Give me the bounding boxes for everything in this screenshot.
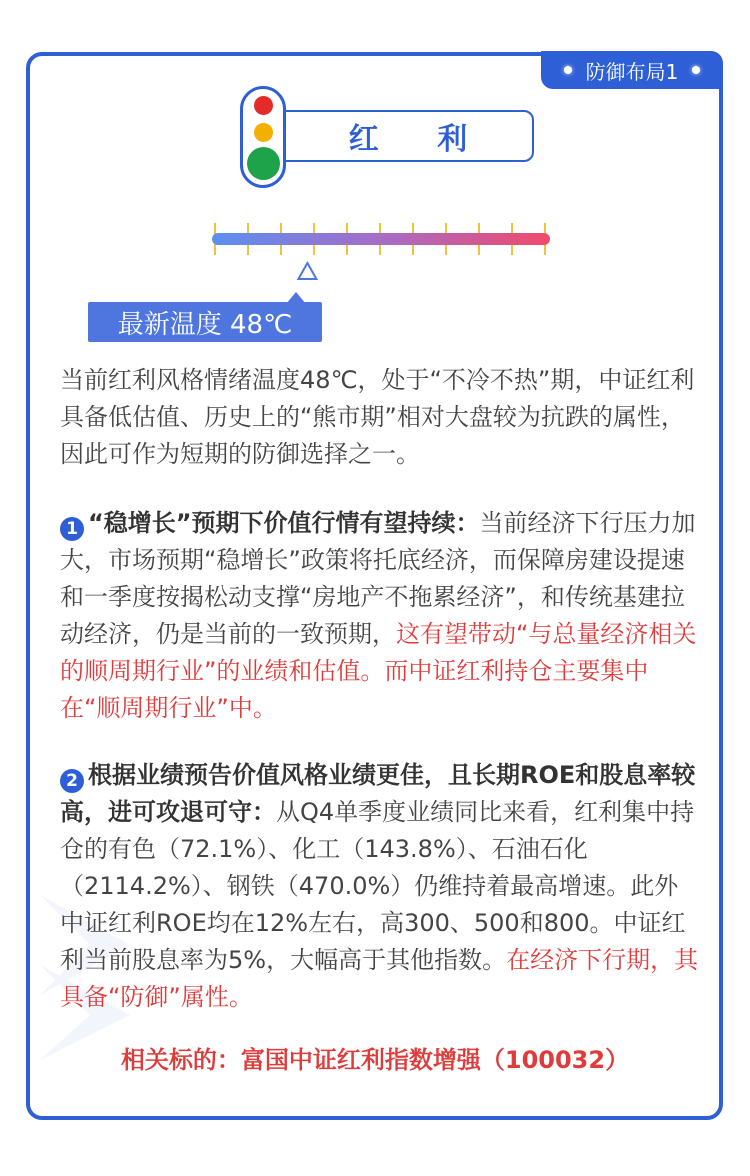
intro-paragraph: 当前红利风格情绪温度48℃，处于“不冷不热”期，中证红利具备低估值、历史上的“熊市期”相对大盘较为抗跌的属性，因此可作为短期的防御选择之一。 [60, 366, 695, 468]
title-box [282, 110, 534, 162]
dot-icon [692, 66, 700, 74]
point-2-body: 从Q4单季度业绩同比来看，红利集中持仓的有色（72.1%）、化工（143.8%）、石油石化（2114.2%）、钢铁（470.0%）仍维持着最高增速。此外中证红利ROE均在12%左右，高300、500和800。中证红利当前股息率为5%，大幅高于其他指数。 [60, 798, 695, 974]
related-fund: 相关标的：富国中证红利指数增强（100032） [120, 1046, 630, 1074]
corner-tag [541, 51, 723, 89]
number-2-icon: 2 [60, 769, 84, 793]
gauge-pointer-icon [298, 263, 316, 279]
point-2-heading: 根据业绩预告价值风格业绩更佳，且长期ROE和股息率较高，进可攻退可守： [60, 761, 696, 826]
point-1-highlight: 这有望带动“与总量经济相关的顺周期行业”的业绩和估值。而中证红利持仓主要集中在“顺周期行业”中。 [60, 620, 697, 722]
temperature-label: 最新温度 48℃ [117, 309, 293, 340]
point-1-body: 当前经济下行压力加大，市场预期“稳增长”政策将托底经济，而保障房建设提速和一季度按揭松动支撑“房地产不拖累经济”，和传统基建拉动经济，仍是当前的一致预期， [60, 509, 696, 648]
green-light-icon [247, 147, 280, 180]
point-1 [60, 505, 700, 727]
number-1-icon: 1 [60, 517, 84, 541]
point-1-heading: “稳增长”预期下价值行情有望持续： [88, 509, 480, 537]
corner-tag-label: 防御布局1 [585, 59, 679, 84]
dot-icon [564, 66, 572, 74]
gauge-bar [212, 233, 550, 245]
page-title: 红 利 [348, 122, 492, 157]
badge-tail [286, 292, 306, 304]
traffic-light-icon [240, 86, 286, 188]
temperature-gauge [0, 215, 750, 285]
point-2 [60, 757, 700, 1016]
point-2-highlight: 在经济下行期，其具备“防御”属性。 [60, 946, 699, 1011]
yellow-light-icon [254, 123, 273, 142]
red-light-icon [254, 96, 273, 115]
temperature-badge [88, 302, 322, 342]
